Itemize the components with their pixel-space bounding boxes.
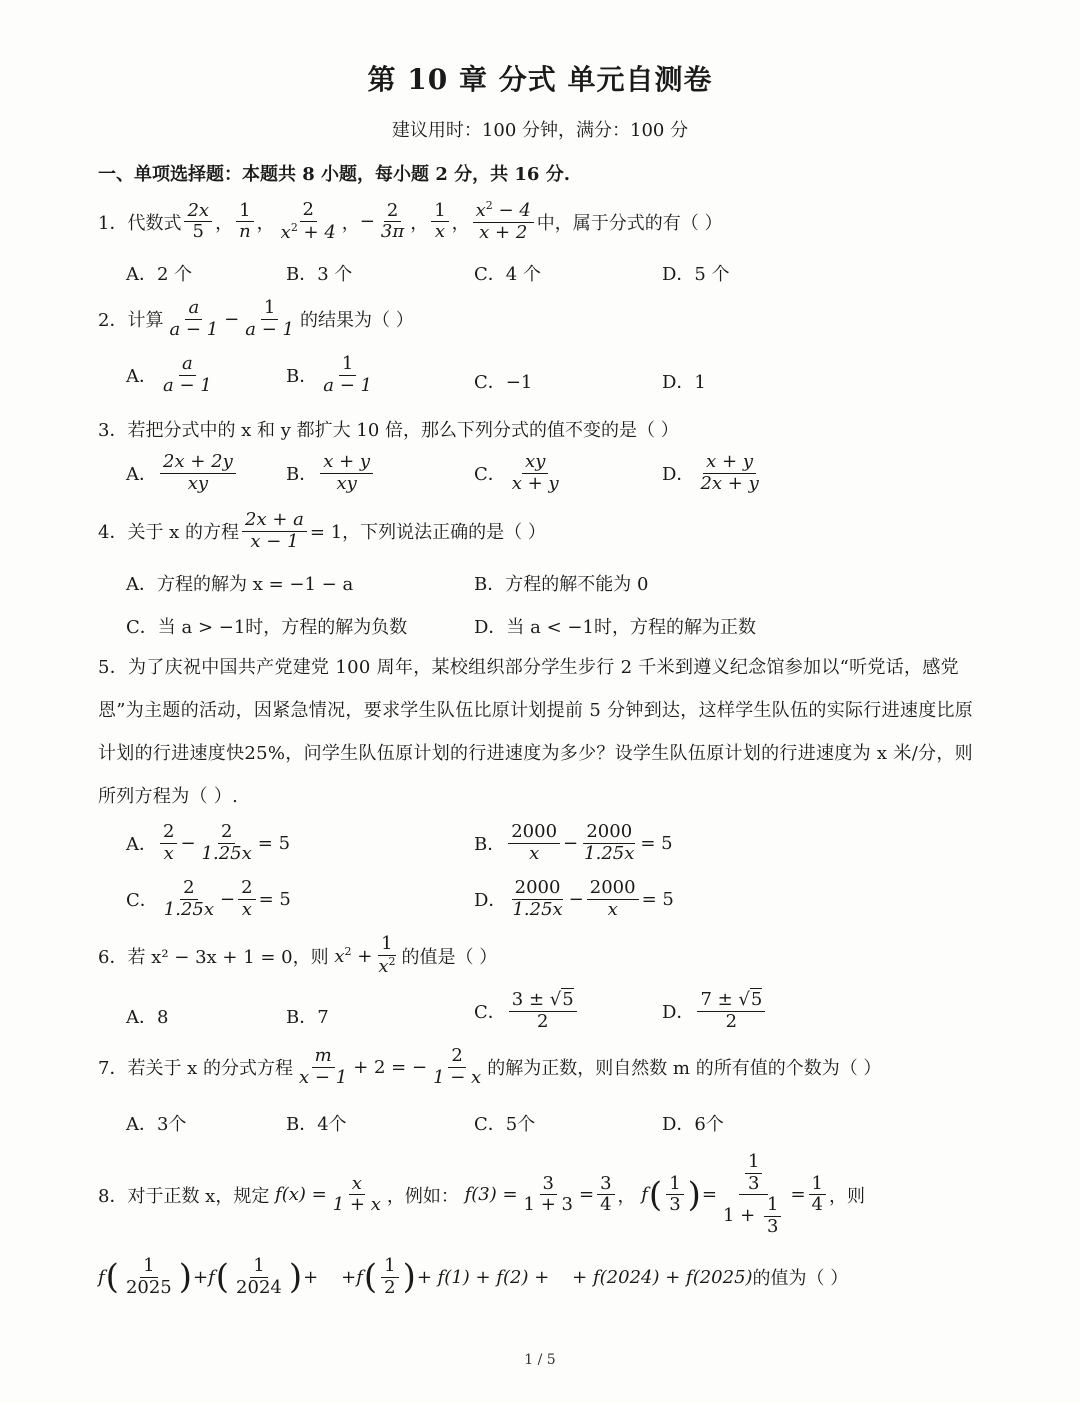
- question-1: 1．代数式 $\frac{2x}{5}$ ， $\frac{1}{n}$ ， $\frac{2}{x^2 + 4}$ ， − $\frac{2}{3\pi}$ ， $\frac{1}{x}$ ， $\frac{x^2 - 4}{x + 2}$ 中，属于分式的有（ ）: [98, 199, 723, 243]
- fraction: $\frac{x^2 - 4}{x + 2}$: [473, 200, 534, 243]
- fraction: $\frac{1}{2024}$: [236, 1255, 282, 1298]
- fraction: $\frac{2x + a}{x - 1}$: [242, 510, 307, 552]
- fraction: $\frac{x}{1 + x}$: [332, 1172, 381, 1216]
- question-5: 5．为了庆祝中国共产党建党 100 周年，某校组织部分学生步行 2 千米到遵义纪念馆参加以“听党话，感党恩”为主题的活动，因紧急情况，要求学生队伍比原计划提前 5 分钟到达，这样学生队伍的实际行进速度比原计划的行进速度快25%，问学生队伍原计划的行进速度为多少？设学生队伍原计划的行进速度为 x 米/分，则所列方程为（ ）.: [98, 657, 974, 807]
- question-8-suffix: 的值为（ ）: [752, 1268, 849, 1290]
- section-heading: 一、单项选择题：本题共 8 小题，每小题 2 分，共 16 分.: [98, 164, 570, 185]
- q6-option-a: A．8: [126, 1007, 169, 1028]
- question-8: 8．对于正数 x，规定 f(x) = $\frac{x}{1 + x}$ ，例如： f(3) = $\frac{3}{1 + 3}$ = $\frac{3}{4}$ ， f ( $\frac{1}{3}$ ) = $\frac{1}{3}$ 1 + $\frac{1}{3}$ = $\frac{1}{4}$ ，则: [98, 1151, 865, 1238]
- question-6-prefix: 6．若 x² − 3x + 1 = 0，则: [98, 946, 329, 968]
- question-8-prefix: 8．对于正数 x，规定: [98, 1185, 270, 1207]
- question-4: [98, 510, 546, 552]
- fraction: $\frac{2}{x}$: [160, 822, 177, 864]
- question-7: 7．若关于 x 的分式方程 $\frac{m}{x - 1}$ + 2 = − $\frac{2}{1 - x}$ 的解为正数，则自然数 m 的所有值的个数为（ ）: [98, 1045, 882, 1088]
- fraction: $\frac{1}{a - 1}$: [245, 297, 294, 340]
- fraction: $\frac{2000}{x}$: [587, 878, 639, 920]
- nested-fraction: $\frac{1}{3}$ 1 + $\frac{1}{3}$: [720, 1152, 787, 1238]
- q4-option-c: C．当 a > −1时，方程的解为负数: [126, 617, 408, 638]
- fraction: $\frac{x + y}{xy}$: [320, 452, 373, 494]
- question-6-suffix: 的值是（ ）: [401, 946, 498, 968]
- question-2-prefix: 2．计算: [98, 310, 164, 332]
- q5-option-b: B． $\frac{2000}{x}$ − $\frac{2000}{1.25x}$ = 5: [474, 821, 673, 864]
- q2-option-a: A． $\frac{a}{a - 1}$: [126, 354, 218, 396]
- question-3: 3．若把分式中的 x 和 y 都扩大 10 倍，那么下列分式的值不变的是（ ）: [98, 420, 679, 441]
- question-7-suffix: 的解为正数，则自然数 m 的所有值的个数为（ ）: [487, 1058, 882, 1080]
- q4-option-b: B．方程的解不能为 0: [474, 574, 649, 595]
- q2-option-b: B． $\frac{1}{a - 1}$: [286, 354, 378, 396]
- fraction: $\frac{2}{x}$: [238, 878, 255, 920]
- fraction: $\frac{3}{4}$: [597, 1174, 614, 1216]
- fraction: $\frac{2}{3\pi}$: [380, 199, 405, 243]
- q4-option-a: A．方程的解为 x = −1 − a: [126, 574, 354, 595]
- fraction: $\frac{2}{x^2 + 4}$: [280, 199, 336, 243]
- q6-option-c: C． $\frac{3 \pm √5}{2}$: [474, 990, 580, 1032]
- q1-option-c: C．4 个: [474, 264, 541, 285]
- q1-option-a: A．2 个: [126, 264, 193, 285]
- q5-option-a: A． $\frac{2}{x}$ − $\frac{2}{1.25x}$ = 5: [126, 821, 291, 864]
- fraction: $\frac{1}{x^2}$: [378, 933, 396, 977]
- q3-option-d: D． $\frac{x + y}{2x + y}$: [662, 452, 765, 494]
- question-2-suffix: 的结果为（ ）: [299, 310, 414, 332]
- q2-option-c: C．−1: [474, 372, 533, 393]
- fraction: $\frac{2x}{5}$: [184, 201, 212, 243]
- fraction: $\frac{m}{x - 1}$: [299, 1045, 348, 1088]
- fraction: $\frac{1}{4}$: [809, 1174, 826, 1216]
- q6-option-b: B．7: [286, 1007, 329, 1028]
- q7-option-d: D．6个: [662, 1114, 724, 1135]
- fraction: $\frac{x + y}{2x + y}$: [700, 451, 759, 494]
- fraction: $\frac{1}{2}$: [381, 1256, 398, 1298]
- q7-option-c: C．5个: [474, 1114, 536, 1135]
- fraction: $\frac{2}{1.25x}$: [163, 877, 215, 920]
- fraction: $\frac{1}{3}$: [666, 1174, 683, 1216]
- question-1-suffix: 中，属于分式的有（ ）: [536, 212, 723, 234]
- fraction: $\frac{2}{1.25x}$: [201, 821, 252, 864]
- q4-option-d: D．当 a < −1时，方程的解为正数: [474, 617, 756, 638]
- question-2: 2．计算 $\frac{a}{a - 1}$ − $\frac{1}{a - 1}$ 的结果为（ ）: [98, 297, 414, 340]
- q1-option-b: B．3 个: [286, 264, 353, 285]
- question-8-example: ，例如：: [386, 1185, 459, 1207]
- fraction: $\frac{2}{1 - x}$: [433, 1045, 482, 1088]
- q5-option-d: D． $\frac{2000}{1.25x}$ − $\frac{2000}{x}$ = 5: [474, 877, 674, 920]
- fraction: $\frac{a}{a - 1}$: [169, 297, 219, 340]
- q3-option-c: C． $\frac{xy}{x + y}$: [474, 452, 565, 494]
- fraction: $\frac{3 \pm √5}{2}$: [509, 990, 577, 1032]
- q1-option-d: D．5 个: [662, 264, 730, 285]
- question-4-suffix: = 1，下列说法正确的是（ ）: [309, 522, 546, 544]
- question-6: 6．若 x² − 3x + 1 = 0，则 $x^2$ + $\frac{1}{x^2}$ 的值是（ ）: [98, 933, 498, 977]
- fraction: $\frac{2000}{x}$: [508, 822, 560, 864]
- page-subtitle: 建议用时：100 分钟，满分：100 分: [391, 120, 689, 141]
- q5-option-c: C． $\frac{2}{1.25x}$ − $\frac{2}{x}$ = 5: [126, 877, 291, 920]
- question-7-prefix: 7．若关于 x 的分式方程: [98, 1058, 294, 1080]
- fraction: $\frac{1}{x}$: [431, 201, 448, 243]
- fraction: $\frac{7 \pm √5}{2}$: [697, 990, 765, 1032]
- page-number: 1 / 5: [524, 1352, 556, 1368]
- fraction: $\frac{xy}{x + y}$: [511, 451, 559, 494]
- q3-option-a: A． $\frac{2x + 2y}{xy}$: [126, 452, 239, 494]
- q2-option-d: D．1: [662, 372, 706, 393]
- q3-option-b: B． $\frac{x + y}{xy}$: [286, 452, 376, 494]
- fraction: $\frac{2000}{1.25x}$: [512, 877, 563, 920]
- question-1-prefix: 1．代数式: [98, 212, 182, 234]
- fraction: $\frac{2000}{1.25x}$: [584, 821, 635, 864]
- page-title: 第 10 章 分式 单元自测卷: [367, 63, 713, 96]
- fraction: $\frac{1}{n}$: [236, 201, 254, 243]
- question-8-then: ，则: [828, 1185, 865, 1207]
- question-8-expression: f ( $\frac{1}{2025}$ ) + f ( $\frac{1}{2024}$ ) + + f ( $\frac{1}{2}$ ) + f(1) + f(2) + + f(2024) + f(2025) 的值为（ ）: [98, 1255, 849, 1298]
- fraction: $\frac{1}{a - 1}$: [323, 353, 372, 396]
- fraction: $\frac{a}{a - 1}$: [163, 353, 212, 396]
- fraction: $\frac{2x + 2y}{xy}$: [160, 452, 236, 494]
- q6-option-d: D． $\frac{7 \pm √5}{2}$: [662, 990, 768, 1032]
- q7-option-a: A．3个: [126, 1114, 187, 1135]
- q7-option-b: B．4个: [286, 1114, 347, 1135]
- fraction: $\frac{3}{1 + 3}$: [523, 1172, 573, 1216]
- fraction: $\frac{1}{2025}$: [125, 1255, 172, 1298]
- question-4-prefix: 4．关于 x 的方程: [98, 522, 240, 544]
